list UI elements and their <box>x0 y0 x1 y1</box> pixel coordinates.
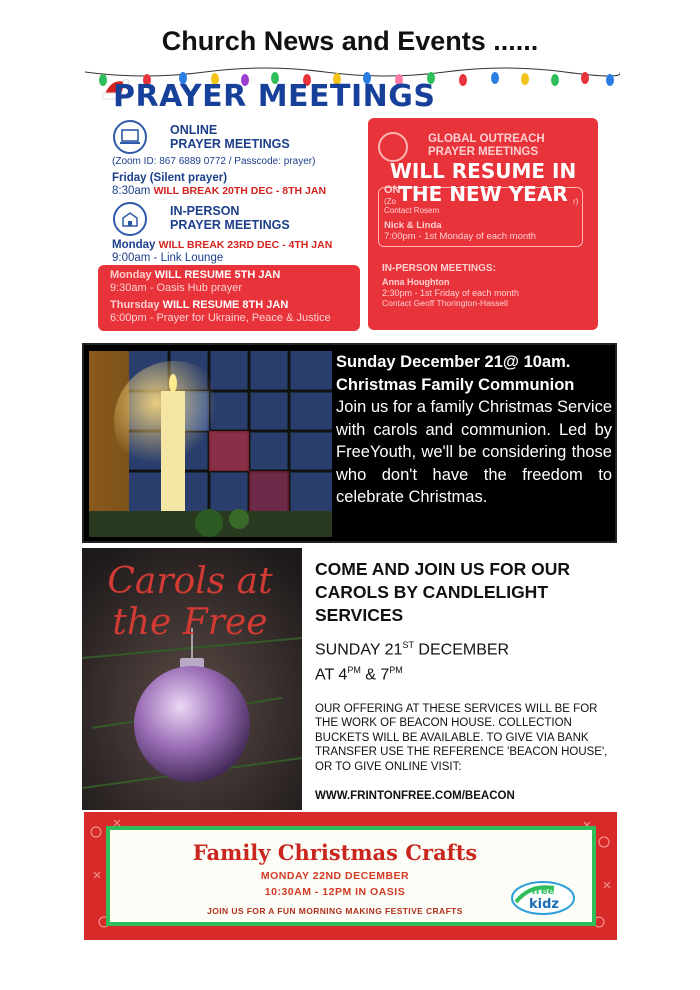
crafts-date: MONDAY 22ND DECEMBER <box>260 870 410 882</box>
carols-body: OUR OFFERING AT THESE SERVICES WILL BE FOR THE WORK OF BEACON HOUSE. COLLECTION BUCKETS WILL BE AVAILABLE. TO GIVE VIA BANK TRANSFER USE THE REFERENCE 'BEACON HOUSE', OR TO GIVE ONLINE VISIT: <box>315 702 608 773</box>
prayer-meetings-title: PRAYER MEETINGS <box>113 79 436 114</box>
friday-label: Friday (Silent prayer) <box>112 172 228 184</box>
global-outreach-box <box>368 118 598 330</box>
carols-date: SUNDAY 21ST DECEMBER AT $4^{PM}$ & $7^{PM}$ <box>315 640 510 684</box>
communion-title: Christmas Family Communion <box>336 375 575 394</box>
global-heading: GLOBAL OUTREACH PRAYER MEETINGS <box>428 133 545 158</box>
crafts-join: JOIN US FOR A FUN MORNING MAKING FESTIVE CRAFTS <box>207 906 463 916</box>
monday-time: 9:00am - Link Lounge <box>112 252 224 264</box>
global-online-label: ON <box>384 184 401 196</box>
communion-date: Sunday December 21@ 10am. <box>336 353 571 371</box>
will-resume-banner: WILL RESUME IN THE NEW YEAR <box>389 159 577 206</box>
box-monday-time: 9:30am - Oasis Hub prayer <box>110 282 243 294</box>
svg-text:kidz: kidz <box>529 897 559 912</box>
prayer-meetings-panel <box>85 66 620 338</box>
global-inperson-heading: IN-PERSON MEETINGS: <box>382 263 496 274</box>
church-icon <box>113 202 147 236</box>
crafts-title: Family Christmas Crafts <box>192 840 478 865</box>
friday-row: 8:30am WILL BREAK 20TH DEC - 8TH JAN <box>112 185 327 197</box>
crafts-card <box>106 826 596 926</box>
candle-window-photo <box>89 351 332 537</box>
resume-box <box>98 265 360 331</box>
global-anna: Anna Houghton <box>382 277 450 287</box>
laptop-icon <box>113 120 147 154</box>
crafts-time: 10:30AM - 12PM IN OASIS <box>264 886 406 898</box>
global-anna-time: 2:30pm - 1st Friday of each month <box>382 288 520 298</box>
svg-text:free: free <box>531 886 555 897</box>
crafts-banner <box>84 812 617 940</box>
page-title: Church News and Events ...... <box>161 26 539 56</box>
carols-image-text1: Carols at <box>107 561 273 602</box>
global-contact1: Contact Rosem <box>384 206 440 215</box>
carols-heading: COME AND JOIN US FOR OUR CAROLS BY CANDLELIGHT SERVICES <box>315 559 571 625</box>
compass-icon <box>378 132 408 162</box>
carols-bauble-image <box>82 548 302 810</box>
box-thursday-row: Thursday WILL RESUME 8TH JAN <box>110 299 289 311</box>
global-zoom-partial: (Zo <box>384 197 396 206</box>
zoom-details: (Zoom ID: 867 6889 0772 / Passcode: prayer) <box>112 156 316 167</box>
global-contact2: Contact Geoff Thorington-Hassell <box>382 298 508 308</box>
global-nick-time: 7:00pm - 1st Monday of each month <box>384 231 537 242</box>
beacon-link[interactable]: WWW.FRINTONFREE.COM/BEACON <box>315 790 515 803</box>
box-monday-row: Monday WILL RESUME 5TH JAN <box>110 269 281 281</box>
carols-text <box>315 558 615 802</box>
carols-image-text2: the Free <box>112 602 268 643</box>
inperson-heading: IN-PERSON PRAYER MEETINGS <box>170 204 290 232</box>
global-nick: Nick & Linda <box>384 220 442 231</box>
box-thursday-time: 6:00pm - Prayer for Ukraine, Peace & Justice <box>110 312 331 324</box>
communion-section <box>82 343 617 543</box>
monday-row: Monday WILL BREAK 23RD DEC - 4TH JAN <box>112 239 333 251</box>
global-zoom-partial2: r) <box>573 197 579 206</box>
communion-body: Join us for a family Christmas Service with carols and communion. Led by FreeYouth, we'll be considering those who don't have the freedom to celebrate Christmas. <box>336 398 612 506</box>
free-kidz-logo <box>510 878 576 916</box>
online-heading: ONLINE PRAYER MEETINGS <box>170 123 290 151</box>
communion-text <box>336 351 612 509</box>
